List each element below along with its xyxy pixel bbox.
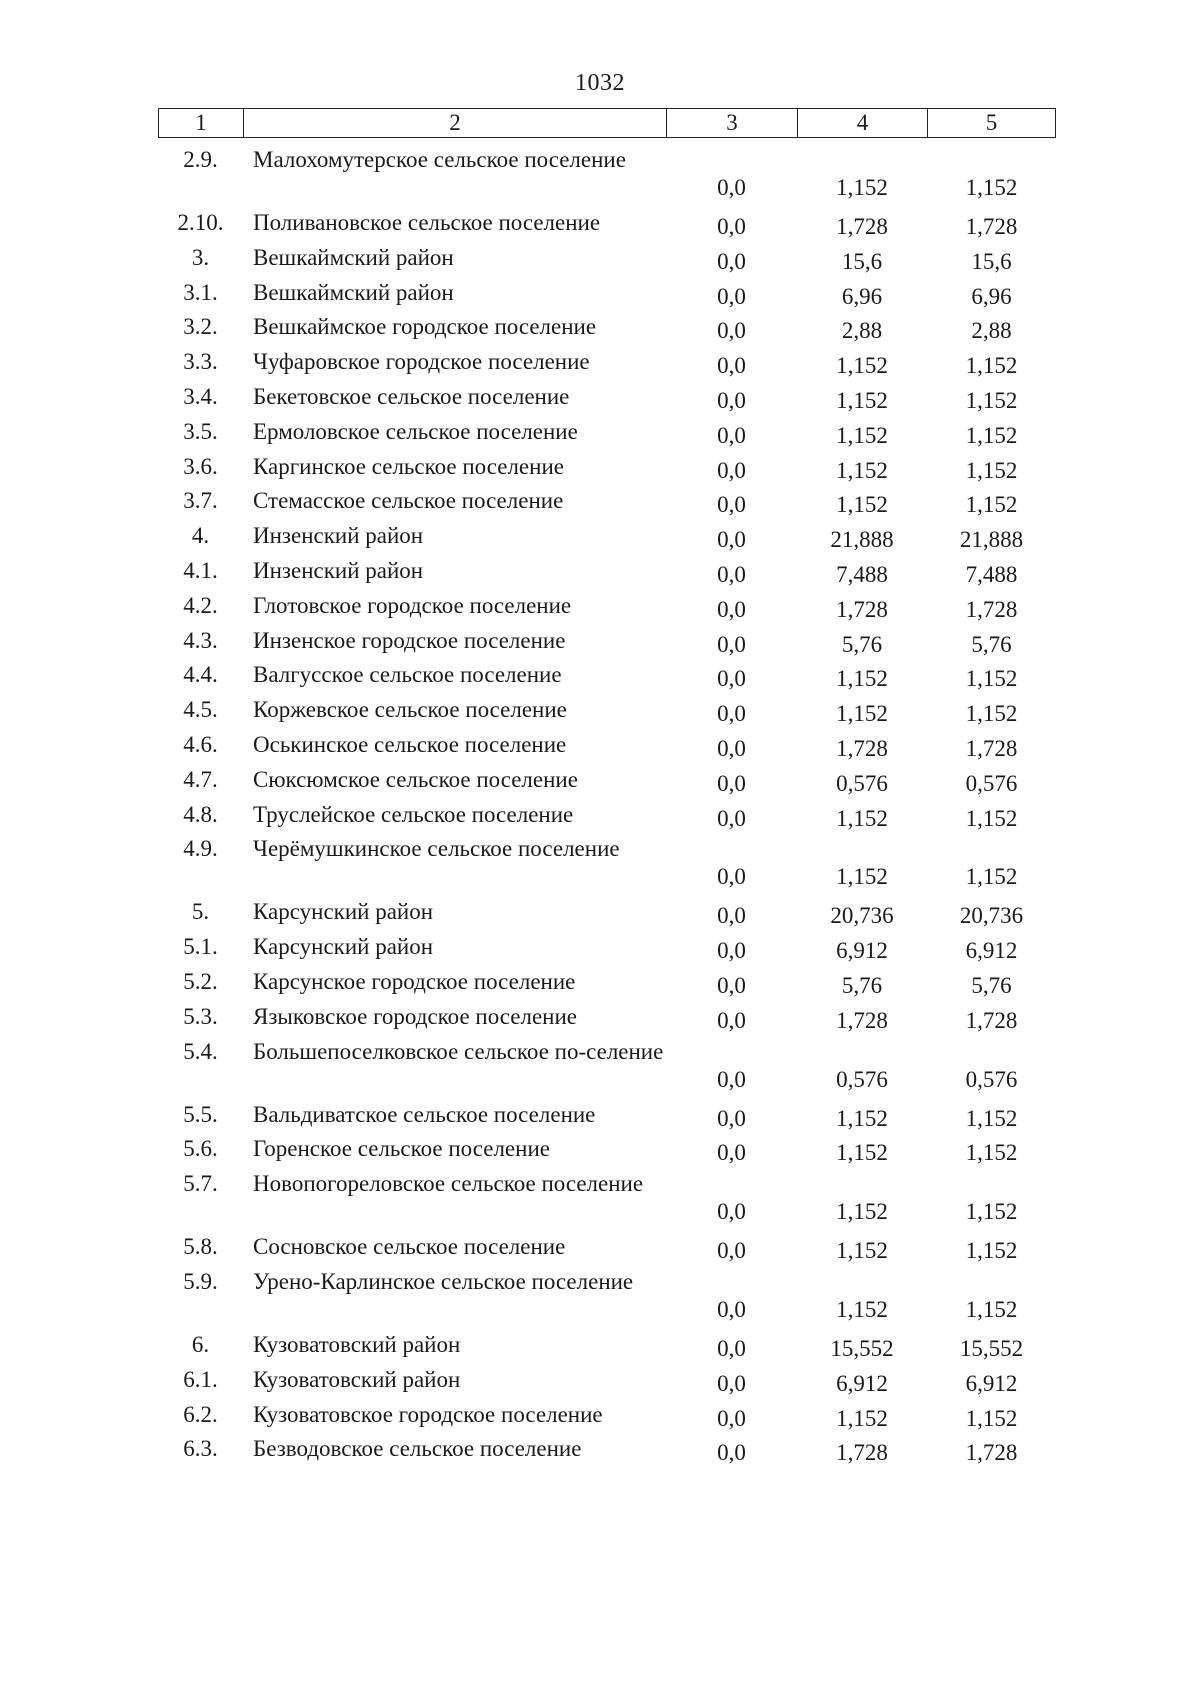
row-number: 3.1. bbox=[183, 279, 218, 305]
row-name: Сосновское сельское поселение bbox=[253, 1234, 566, 1260]
row-value-col4: 1,152 bbox=[836, 1238, 888, 1264]
row-value-col5: 5,76 bbox=[971, 972, 1012, 998]
row-value-col4: 1,152 bbox=[836, 1199, 888, 1225]
row-name: Бекетовское сельское поселение bbox=[253, 383, 570, 409]
row-value-col3: 0,0 bbox=[717, 805, 746, 831]
row-number: 4.2. bbox=[183, 592, 218, 618]
table-row bbox=[158, 1230, 1056, 1265]
row-value-col3: 0,0 bbox=[717, 1238, 746, 1264]
row-value-col5: 2,88 bbox=[971, 318, 1012, 344]
row-value-col3: 0,0 bbox=[717, 492, 746, 518]
row-value-col5: 1,152 bbox=[965, 387, 1018, 413]
row-value-col5: 0,576 bbox=[965, 1066, 1018, 1092]
row-number: 4.8. bbox=[183, 801, 218, 827]
row-number: 3.6. bbox=[183, 453, 218, 479]
row-name: Безводовское сельское поселение bbox=[253, 1436, 582, 1462]
table-row bbox=[158, 241, 1056, 276]
row-number: 4.7. bbox=[183, 766, 218, 792]
row-number: 5.6. bbox=[183, 1136, 218, 1162]
table-row bbox=[158, 415, 1056, 450]
row-value-col5: 1,152 bbox=[965, 1199, 1018, 1225]
row-value-col3: 0,0 bbox=[717, 701, 746, 727]
row-name: Коржевское сельское поселение bbox=[253, 697, 567, 723]
row-value-col3: 0,0 bbox=[717, 318, 746, 344]
row-value-col5: 1,728 bbox=[965, 1007, 1018, 1033]
table-row bbox=[158, 1035, 1056, 1098]
row-number: 4.3. bbox=[183, 627, 218, 653]
row-number: 3.5. bbox=[183, 418, 218, 444]
row-value-col4: 1,728 bbox=[836, 735, 888, 761]
row-name: Карсунский район bbox=[253, 899, 434, 925]
row-name: Поливановское сельское поселение bbox=[253, 210, 601, 235]
row-name: Вешкаймский район bbox=[253, 244, 454, 270]
table-row bbox=[158, 930, 1056, 965]
header-col-4: 4 bbox=[798, 109, 928, 137]
row-name: Валгусское сельское поселение bbox=[253, 662, 562, 688]
row-value-col4: 15,552 bbox=[830, 1335, 894, 1361]
row-value-col3: 0,0 bbox=[717, 1296, 746, 1322]
row-value-col4: 6,96 bbox=[841, 283, 883, 309]
row-value-col4: 1,152 bbox=[836, 422, 888, 448]
row-value-col4: 1,152 bbox=[836, 175, 888, 200]
row-value-col5: 5,76 bbox=[971, 631, 1012, 657]
row-value-col4: 1,152 bbox=[836, 1405, 888, 1431]
row-value-col5: 1,152 bbox=[965, 1105, 1018, 1131]
row-value-col3: 0,0 bbox=[717, 864, 746, 890]
table-row bbox=[158, 1000, 1056, 1035]
table-row bbox=[158, 728, 1056, 763]
row-value-col4: 21,888 bbox=[830, 527, 894, 553]
row-value-col3: 0,0 bbox=[717, 596, 746, 622]
row-name: Горенское сельское поселение bbox=[253, 1136, 550, 1162]
row-name: Глотовское городское поселение bbox=[253, 592, 572, 618]
row-value-col5: 1,152 bbox=[965, 1140, 1018, 1166]
row-name: Кузоватовский район bbox=[253, 1331, 461, 1357]
table-row bbox=[158, 1398, 1056, 1433]
row-number: 4.4. bbox=[183, 662, 218, 688]
table-row bbox=[158, 1132, 1056, 1167]
row-value-col4: 1,728 bbox=[836, 596, 888, 622]
row-value-col5: 15,552 bbox=[959, 1335, 1024, 1361]
row-value-col4: 1,728 bbox=[836, 214, 888, 239]
row-value-col5: 1,152 bbox=[965, 422, 1018, 448]
row-number: 3.2. bbox=[183, 314, 218, 340]
row-name: Оськинское сельское поселение bbox=[253, 731, 567, 757]
table-row bbox=[158, 310, 1056, 345]
row-value-col4: 1,152 bbox=[836, 1296, 888, 1322]
table-row bbox=[158, 624, 1056, 659]
row-value-col3: 0,0 bbox=[717, 938, 746, 964]
table-header bbox=[158, 108, 1056, 138]
row-number: 2.10. bbox=[177, 210, 224, 235]
table-row bbox=[158, 1167, 1056, 1230]
row-value-col3: 0,0 bbox=[717, 248, 746, 274]
row-value-col4: 1,152 bbox=[836, 492, 888, 518]
row-number: 6. bbox=[191, 1331, 210, 1357]
row-value-col5: 6,912 bbox=[965, 1370, 1018, 1396]
row-value-col4: 1,152 bbox=[836, 701, 888, 727]
row-value-col4: 1,152 bbox=[836, 1140, 888, 1166]
row-value-col3: 0,0 bbox=[717, 1440, 746, 1466]
table-row bbox=[158, 658, 1056, 693]
row-number: 4.1. bbox=[183, 557, 218, 583]
table-row bbox=[158, 798, 1056, 833]
table-row bbox=[158, 484, 1056, 519]
row-value-col5: 1,728 bbox=[965, 214, 1018, 239]
row-value-col5: 1,152 bbox=[965, 805, 1018, 831]
row-value-col5: 1,152 bbox=[965, 175, 1018, 200]
row-value-col4: 6,912 bbox=[836, 1370, 888, 1396]
row-value-col5: 1,152 bbox=[965, 457, 1018, 483]
row-name: Инзенский район bbox=[253, 523, 424, 549]
table-row bbox=[158, 143, 1056, 206]
page-number: 1032 bbox=[575, 70, 625, 96]
row-value-col4: 1,152 bbox=[836, 457, 888, 483]
row-value-col5: 1,152 bbox=[965, 864, 1018, 890]
row-value-col3: 0,0 bbox=[717, 214, 746, 239]
row-name: Карсунское городское поселение bbox=[253, 968, 576, 994]
row-name: Инзенское городское поселение bbox=[253, 627, 566, 653]
row-value-col3: 0,0 bbox=[717, 1066, 746, 1092]
row-value-col4: 2,88 bbox=[841, 318, 883, 344]
row-value-col3: 0,0 bbox=[717, 1370, 746, 1396]
row-value-col5: 1,728 bbox=[965, 1440, 1018, 1466]
row-value-col3: 0,0 bbox=[717, 1105, 746, 1131]
header-col-3: 3 bbox=[667, 109, 798, 137]
row-name: Труслейское сельское поселение bbox=[253, 801, 574, 827]
row-number: 3.3. bbox=[183, 349, 218, 375]
row-name: Вешкаймское городское поселение bbox=[253, 314, 597, 340]
row-value-col3: 0,0 bbox=[717, 1199, 746, 1225]
row-name: Вешкаймский район bbox=[253, 279, 454, 305]
row-number: 3. bbox=[191, 244, 210, 270]
row-number: 3.4. bbox=[183, 383, 218, 409]
row-number: 4.6. bbox=[183, 731, 218, 757]
table-row bbox=[158, 345, 1056, 380]
row-value-col4: 1,152 bbox=[836, 387, 888, 413]
row-value-col3: 0,0 bbox=[717, 631, 746, 657]
row-value-col4: 1,152 bbox=[836, 864, 888, 890]
table-row bbox=[158, 1098, 1056, 1133]
table-row bbox=[158, 693, 1056, 728]
row-number: 5.4. bbox=[183, 1038, 218, 1064]
row-name: Черёмушкинское сельское поселение bbox=[253, 836, 620, 862]
table-body bbox=[158, 143, 1056, 1467]
row-value-col3: 0,0 bbox=[717, 457, 746, 483]
row-name: Новопогореловское сельское поселение bbox=[253, 1171, 644, 1197]
table-row bbox=[158, 763, 1056, 798]
row-name: Ермоловское сельское поселение bbox=[253, 418, 578, 444]
table-row bbox=[158, 380, 1056, 415]
row-number: 2.9. bbox=[183, 147, 218, 172]
row-value-col3: 0,0 bbox=[717, 1007, 746, 1033]
row-name: Каргинское сельское поселение bbox=[253, 453, 564, 479]
table-row bbox=[158, 895, 1056, 930]
row-value-col4: 1,152 bbox=[836, 1105, 888, 1131]
table-row bbox=[158, 589, 1056, 624]
row-number: 4.9. bbox=[183, 836, 218, 862]
table-row bbox=[158, 1432, 1056, 1467]
row-number: 5.1. bbox=[183, 934, 218, 960]
row-value-col5: 1,728 bbox=[965, 735, 1018, 761]
row-number: 6.3. bbox=[183, 1436, 218, 1462]
row-value-col5: 1,152 bbox=[965, 353, 1018, 379]
row-name: Чуфаровское городское поселение bbox=[253, 349, 590, 375]
row-name: Кузоватовский район bbox=[253, 1366, 461, 1392]
row-value-col3: 0,0 bbox=[717, 561, 746, 587]
table-row bbox=[158, 519, 1056, 554]
table-row bbox=[158, 1328, 1056, 1363]
table-row bbox=[158, 450, 1056, 485]
row-number: 5.5. bbox=[183, 1101, 218, 1127]
row-number: 5.8. bbox=[183, 1234, 218, 1260]
row-name: Стемасское сельское поселение bbox=[253, 488, 564, 514]
table-row bbox=[158, 1363, 1056, 1398]
row-value-col5: 1,152 bbox=[965, 492, 1018, 518]
row-value-col5: 1,152 bbox=[965, 1296, 1018, 1322]
row-name: Сюксюмское сельское поселение bbox=[253, 766, 578, 792]
row-value-col4: 7,488 bbox=[836, 561, 888, 587]
row-number: 6.2. bbox=[183, 1401, 218, 1427]
row-value-col5: 1,152 bbox=[965, 1238, 1018, 1264]
row-value-col5: 21,888 bbox=[959, 527, 1024, 553]
table-row bbox=[158, 554, 1056, 589]
row-value-col5: 1,152 bbox=[965, 1405, 1018, 1431]
header-col-1: 1 bbox=[159, 109, 244, 137]
row-value-col5: 1,152 bbox=[965, 666, 1018, 692]
row-value-col5: 0,576 bbox=[965, 770, 1018, 796]
row-value-col3: 0,0 bbox=[717, 422, 746, 448]
row-value-col4: 0,576 bbox=[836, 1066, 888, 1092]
row-value-col5: 7,488 bbox=[965, 561, 1018, 587]
row-value-col4: 6,912 bbox=[836, 938, 888, 964]
header-col-5: 5 bbox=[985, 110, 998, 135]
row-value-col3: 0,0 bbox=[717, 666, 746, 692]
row-name: Урено-Карлинское сельское поселение bbox=[253, 1268, 634, 1294]
row-number: 4. bbox=[191, 523, 210, 549]
table-row bbox=[158, 1265, 1056, 1328]
row-value-col4: 1,728 bbox=[836, 1440, 888, 1466]
row-value-col4: 15,6 bbox=[841, 248, 883, 274]
row-name: Вальдиватское сельское поселение bbox=[253, 1101, 596, 1127]
row-number: 6.1. bbox=[183, 1366, 218, 1392]
row-value-col5: 6,96 bbox=[971, 283, 1012, 309]
table-row bbox=[158, 276, 1056, 311]
row-value-col3: 0,0 bbox=[717, 527, 746, 553]
row-value-col3: 0,0 bbox=[717, 903, 746, 929]
row-value-col4: 0,576 bbox=[836, 770, 888, 796]
row-name: Кузоватовское городское поселение bbox=[253, 1401, 603, 1427]
row-number: 5.2. bbox=[183, 968, 218, 994]
row-number: 5.3. bbox=[183, 1003, 218, 1029]
row-name: Карсунский район bbox=[253, 934, 434, 960]
row-value-col4: 5,76 bbox=[841, 631, 883, 657]
table-row bbox=[158, 965, 1056, 1000]
row-number: 5. bbox=[191, 899, 210, 925]
row-value-col3: 0,0 bbox=[717, 735, 746, 761]
row-value-col5: 1,728 bbox=[965, 596, 1018, 622]
row-name: Большепоселковское сельское по-селение bbox=[253, 1038, 664, 1064]
row-value-col4: 1,152 bbox=[836, 666, 888, 692]
row-value-col3: 0,0 bbox=[717, 387, 746, 413]
row-number: 5.9. bbox=[183, 1268, 218, 1294]
row-value-col5: 20,736 bbox=[959, 903, 1024, 929]
table-row bbox=[158, 832, 1056, 895]
row-value-col3: 0,0 bbox=[717, 972, 746, 998]
row-number: 4.5. bbox=[183, 697, 218, 723]
row-value-col5: 1,152 bbox=[965, 701, 1018, 727]
row-value-col3: 0,0 bbox=[717, 1140, 746, 1166]
table-row bbox=[158, 206, 1056, 241]
row-name: Малохомутерское сельское поселение bbox=[253, 147, 626, 172]
row-number: 5.7. bbox=[183, 1171, 218, 1197]
row-value-col5: 6,912 bbox=[965, 938, 1018, 964]
row-value-col3: 0,0 bbox=[717, 770, 746, 796]
row-value-col3: 0,0 bbox=[717, 1405, 746, 1431]
row-name: Инзенский район bbox=[253, 557, 424, 583]
row-value-col3: 0,0 bbox=[717, 283, 746, 309]
row-name: Языковское городское поселение bbox=[253, 1003, 578, 1029]
row-value-col3: 0,0 bbox=[717, 1335, 746, 1361]
header-col-2: 2 bbox=[244, 109, 667, 137]
row-value-col4: 5,76 bbox=[841, 972, 883, 998]
row-number: 3.7. bbox=[183, 488, 218, 514]
row-value-col4: 20,736 bbox=[830, 903, 894, 929]
row-value-col4: 1,728 bbox=[836, 1007, 888, 1033]
row-value-col3: 0,0 bbox=[717, 353, 746, 379]
row-value-col5: 15,6 bbox=[971, 248, 1012, 274]
row-value-col4: 1,152 bbox=[836, 353, 888, 379]
row-value-col4: 1,152 bbox=[836, 805, 888, 831]
row-value-col3: 0,0 bbox=[717, 175, 746, 200]
